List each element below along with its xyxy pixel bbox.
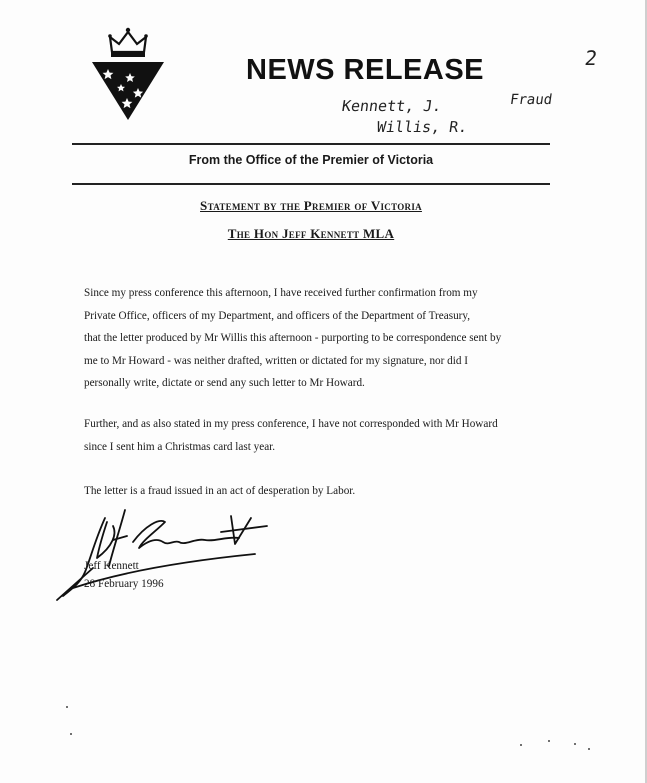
paragraph-no-correspondence bbox=[84, 413, 559, 458]
office-line: From the Office of the Premier of Victoria bbox=[188, 153, 434, 167]
crown-southern-cross-logo-icon bbox=[90, 22, 166, 122]
header-rule-bottom bbox=[72, 183, 550, 185]
scan-speck bbox=[588, 748, 590, 750]
handwritten-name-kennett: Kennett, J. bbox=[340, 97, 443, 115]
paragraph-line: Since my press conference this afternoon, I have received further confirmation from my bbox=[84, 287, 478, 299]
handwritten-page-number: 2 bbox=[583, 46, 599, 70]
scan-speck bbox=[70, 733, 72, 735]
statement-subheading: The Hon Jeff Kennett MLA bbox=[227, 226, 395, 241]
scan-speck bbox=[574, 743, 576, 745]
scan-speck bbox=[520, 744, 522, 746]
paragraph-line: since I sent him a Christmas card last year. bbox=[84, 440, 276, 453]
release-date: 28 February 1996 bbox=[84, 578, 164, 590]
paragraph-fraud-statement: The letter is a fraud issued in an act of desperation by Labor. bbox=[84, 485, 356, 497]
scan-speck bbox=[66, 706, 68, 708]
header-rule-top bbox=[72, 143, 550, 145]
scan-speck bbox=[548, 740, 550, 742]
paragraph-line: Private Office, officers of my Department, and officers of the Department of Treasury, bbox=[84, 309, 471, 322]
handwritten-name-willis: Willis, R. bbox=[375, 118, 469, 136]
handwritten-fraud-label: Fraud bbox=[508, 92, 554, 108]
paragraph-confirmation bbox=[84, 282, 559, 395]
signatory-name: Jeff Kennett bbox=[84, 560, 139, 572]
news-release-title: NEWS RELEASE bbox=[246, 54, 485, 86]
statement-heading: Statement by the Premier of Victoria bbox=[200, 198, 422, 213]
paragraph-line: that the letter produced by Mr Willis this afternoon - purporting to be correspondence sent by bbox=[84, 332, 502, 344]
paragraph-line: personally write, dictate or send any such letter to Mr Howard. bbox=[84, 377, 365, 389]
paragraph-line: me to Mr Howard - was neither drafted, written or dictated for my signature, nor did I bbox=[84, 354, 468, 367]
paragraph-line: Further, and as also stated in my press conference, I have not corresponded with Mr Howard bbox=[84, 418, 498, 430]
